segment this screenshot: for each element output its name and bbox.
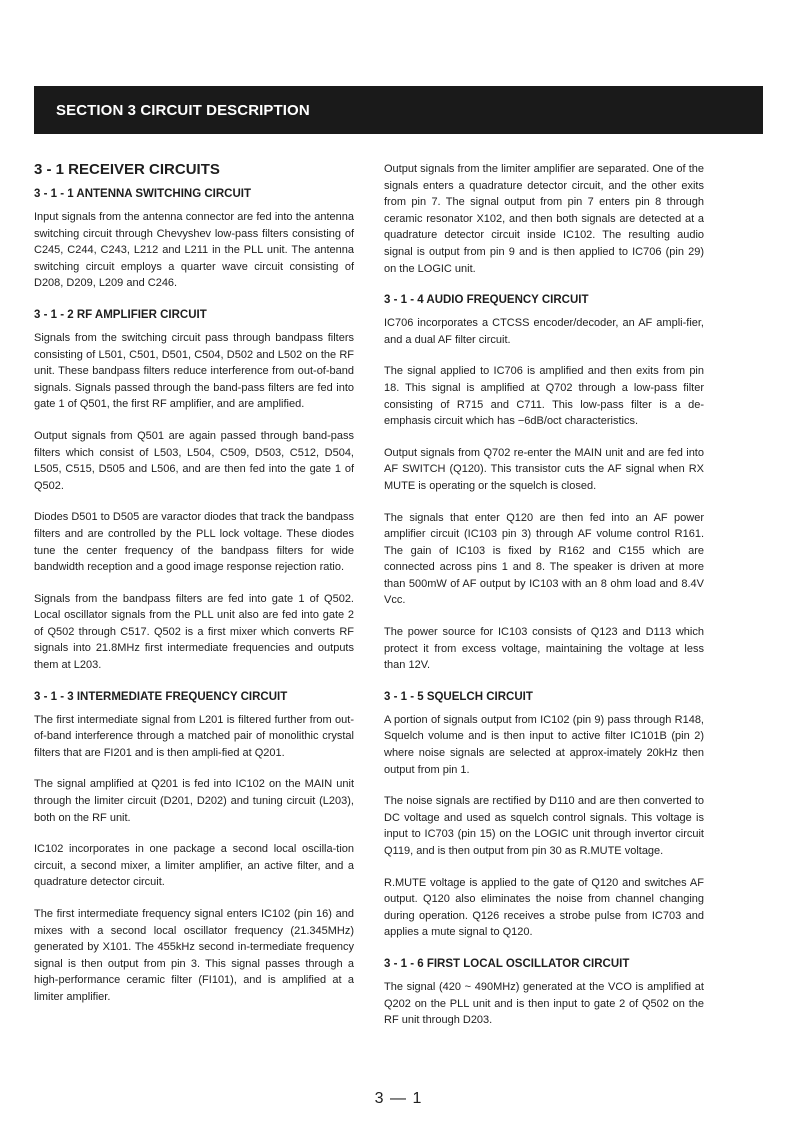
- paragraph: The noise signals are rectified by D110 and are then converted to DC voltage and used as squelch control signals. This voltage is input to IC703 (pin 15) on the LOGIC unit through invertor circuit Q119, and is then output from pin 30 as R.MUTE voltage.: [384, 795, 704, 857]
- paragraph: Output signals from Q702 re-enter the MAIN unit and are fed into AF SWITCH (Q120). This transistor cuts the AF signal when RX MUTE is operating or the squelch is closed.: [384, 446, 704, 492]
- page-number: 3 — 1: [374, 1090, 423, 1107]
- squelch-heading: 3 - 1 - 5 SQUELCH CIRCUIT: [384, 690, 533, 703]
- paragraph: The first intermediate frequency signal enters IC102 (pin 16) and mixes with a second local oscillator frequency (21.345MHz) generated by X101. The 455kHz second in-termediate frequency signal is then output from pin 3. This signal passes through a high-performance ceramic filter (FI101), and is amplified at a limiter amplifier.: [34, 908, 354, 1003]
- intermediate-frequency-heading: 3 - 1 - 3 INTERMEDIATE FREQUENCY CIRCUIT: [34, 690, 288, 703]
- paragraph: Signals from the switching circuit pass through bandpass filters consisting of L501, C501, D501, C504, D502 and L502 on the RF unit. These bandpass filters reduce interference from out-of-band signals. Signals passed through the band-pass filters are fed into gate 1 of Q501, the first RF amplifier, and are amplified.: [34, 331, 354, 411]
- paragraph: Output signals from the limiter amplifier are separated. One of the signals enters a quadrature detector circuit, and the other exits from pin 7. The signal output from pin 7 enters pin 8 through ceramic resonator X102, and then both signals are detected at a quadrature detector circuit inside IC102. The resulting audio signal is output from pin 9 and is then applied to IC706 (pin 29) on the LOGIC unit.: [384, 163, 704, 275]
- right-column: [384, 161, 704, 1041]
- paragraph: The signal amplified at Q201 is fed into IC102 on the MAIN unit through the limiter circuit (D201, D202) and tuning circuit (L203), both on the RF unit.: [34, 778, 354, 824]
- audio-frequency-heading: 3 - 1 - 4 AUDIO FREQUENCY CIRCUIT: [384, 294, 589, 307]
- paragraph: The signal (420 ~ 490MHz) generated at the VCO is amplified at Q202 on the PLL unit and is then input to gate 2 of Q502 on the RF unit through D203.: [384, 980, 704, 1027]
- paragraph: IC706 incorporates a CTCSS encoder/decoder, an AF ampli-fier, and a dual AF filter circuit.: [384, 317, 704, 346]
- paragraph: Output signals from Q501 are again passed through band-pass filters which consist of L503, L504, C509, D503, C512, D504, L505, C515, D505 and L506, and are then fed into the gate 1 of Q502.: [34, 429, 354, 492]
- antenna-switching-heading: 3 - 1 - 1 ANTENNA SWITCHING CIRCUIT: [34, 188, 252, 200]
- paragraph: R.MUTE voltage is applied to the gate of Q120 and switches AF output. Q120 also eliminates the noise from channel changing during operation. Q126 receives a strobe pulse from IC703 and applies a mute signal to Q120.: [384, 876, 704, 939]
- section-title: SECTION 3 CIRCUIT DESCRIPTION: [56, 101, 310, 119]
- paragraph: The signals that enter Q120 are then fed into an AF power amplifier circuit (IC103 pin 3) through AF volume control R161. The gain of IC103 is fixed by R162 and C155 which are connected across pins 1 and 8. The speaker is driven at more than 500mW of AF output by IC103 with an 8 ohm load and 8.4V Vcc.: [384, 511, 704, 607]
- paragraph: Diodes D501 to D505 are varactor diodes that track the bandpass filters and are controlled by the PLL lock voltage. These diodes tune the center frequency of the bandpass filters for wide bandwidth reception and a good image response rejection ratio.: [34, 511, 354, 574]
- first-local-oscillator-heading: 3 - 1 - 6 FIRST LOCAL OSCILLATOR CIRCUIT: [384, 957, 630, 970]
- receiver-circuits-heading: 3 - 1 RECEIVER CIRCUITS: [34, 161, 220, 178]
- paragraph: Signals from the bandpass filters are fed into gate 1 of Q502. Local oscillator signals from the PLL unit also are fed into gate 2 of Q502 through C517. Q502 is a first mixer which converts RF signals into 21.8MHz first intermediate frequencies and outputs them at L203.: [34, 592, 354, 672]
- rf-amplifier-heading: 3 - 1 - 2 RF AMPLIFIER CIRCUIT: [34, 308, 207, 321]
- paragraph: Input signals from the antenna connector are fed into the antenna switching circuit through Chevyshev low-pass filters consisting of C245, C244, C243, L212 and L211 in the PLL unit. The antenna switching circuit employs a quarter wave circuit consisting of D208, D209, L209 and C246.: [34, 211, 354, 290]
- paragraph: The first intermediate signal from L201 is filtered further from out-of-band interference through a matched pair of monolithic crystal filters that are FI201 and is then ampli-fied at Q201.: [34, 713, 354, 759]
- left-column: [34, 160, 354, 1018]
- paragraph: The power source for IC103 consists of Q123 and D113 which protect it from excess voltage, maintaining the voltage at less than 12V.: [384, 626, 704, 672]
- paragraph: The signal applied to IC706 is amplified and then exits from pin 18. This signal is amplified at Q702 through a low-pass filter consisting of R715 and C711. This low-pass filter is a de-emphasis circuit which has −6dB/oct characteristics.: [384, 365, 704, 428]
- paragraph: A portion of signals output from IC102 (pin 9) pass through R148, Squelch volume and is then input to active filter IC101B (pin 2) where noise signals are selected at approx-imately 20kHz then output from pin 1.: [384, 713, 704, 776]
- paragraph: IC102 incorporates in one package a second local oscilla-tion circuit, a second mixer, a limiter amplifier, an active filter, and a quadrature detector circuit.: [34, 843, 354, 889]
- section-banner: [34, 86, 763, 134]
